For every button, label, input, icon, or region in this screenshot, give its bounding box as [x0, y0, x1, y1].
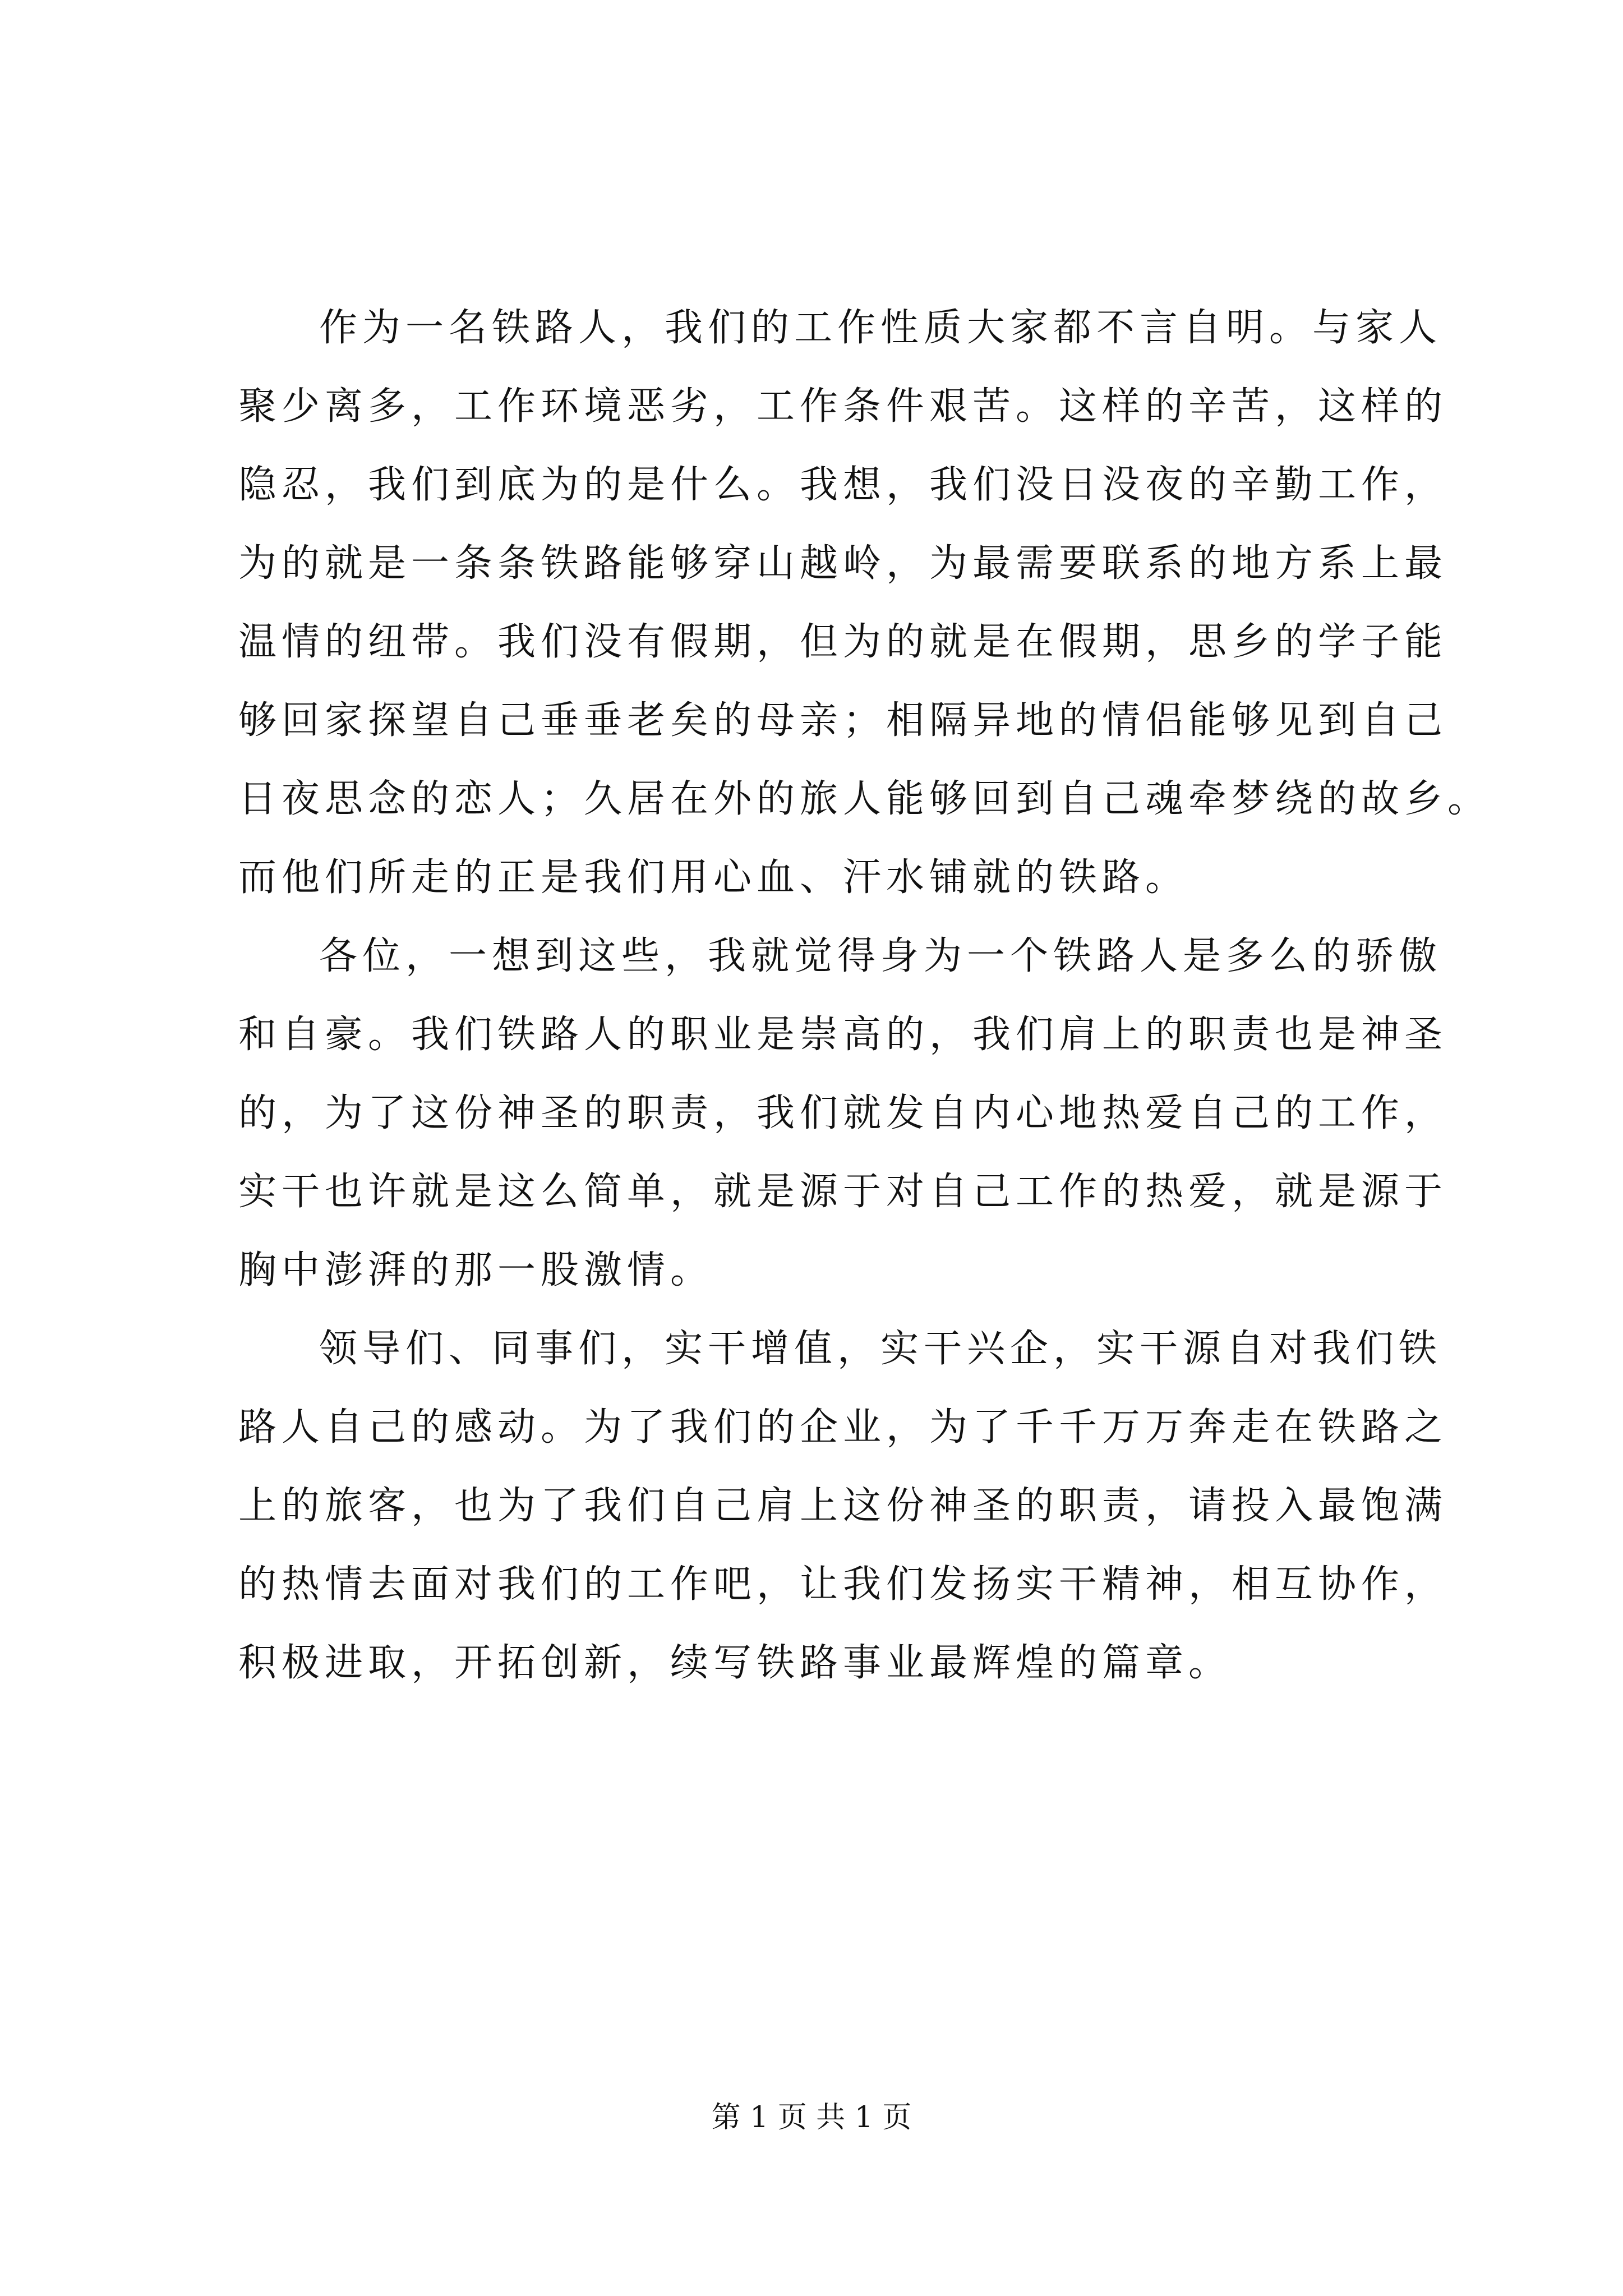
paragraph-3 [238, 1310, 1448, 1703]
paragraph-line: 而他们所走的正是我们用心血、汗水铺就的铁路。 [238, 855, 1189, 900]
page-indicator: 第 1 页 共 1 页 [711, 2101, 912, 2134]
paragraph-line: 和自豪。我们铁路人的职业是崇高的，我们肩上的职责也是神圣 [238, 1013, 1448, 1057]
paragraph-line: 积极进取，开拓创新，续写铁路事业最辉煌的篇章。 [238, 1641, 1232, 1685]
paragraph-line: 温情的纽带。我们没有假期，但为的就是在假期，思乡的学子能 [238, 620, 1448, 664]
paragraph-line: 实干也许就是这么简单，就是源于对自己工作的热爱，就是源于 [238, 1170, 1448, 1214]
paragraph-line: 路人自己的感动。为了我们的企业，为了千千万万奔走在铁路之 [238, 1405, 1448, 1450]
paragraph-1 [238, 289, 1491, 917]
paragraph-line: 为的就是一条条铁路能够穿山越岭，为最需要联系的地方系上最 [238, 541, 1448, 586]
page-footer [0, 2098, 1623, 2137]
paragraph-line: 日夜思念的恋人；久居在外的旅人能够回到自己魂牵梦绕的故乡。 [238, 777, 1491, 821]
document-body [238, 289, 1491, 1703]
paragraph-line: 聚少离多，工作环境恶劣，工作条件艰苦。这样的辛苦，这样的 [238, 384, 1448, 429]
paragraph-line: 够回家探望自己垂垂老矣的母亲；相隔异地的情侣能够见到自己 [238, 698, 1448, 743]
paragraph-line: 上的旅客，也为了我们自己肩上这份神圣的职责，请投入最饱满 [238, 1484, 1448, 1528]
paragraph-line: 各位，一想到这些，我就觉得身为一个铁路人是多么的骄傲 [319, 934, 1442, 978]
paragraph-line: 作为一名铁路人，我们的工作性质大家都不言自明。与家人 [319, 306, 1442, 350]
paragraph-line: 的，为了这份神圣的职责，我们就发自内心地热爱自己的工作， [238, 1091, 1448, 1135]
paragraph-line: 胸中澎湃的那一股激情。 [238, 1248, 714, 1292]
paragraph-line: 的热情去面对我们的工作吧，让我们发扬实干精神，相互协作， [238, 1562, 1448, 1607]
paragraph-line: 领导们、同事们，实干增值，实干兴企，实干源自对我们铁 [319, 1327, 1442, 1371]
paragraph-2 [238, 917, 1448, 1310]
paragraph-line: 隐忍，我们到底为的是什么。我想，我们没日没夜的辛勤工作， [238, 463, 1448, 507]
